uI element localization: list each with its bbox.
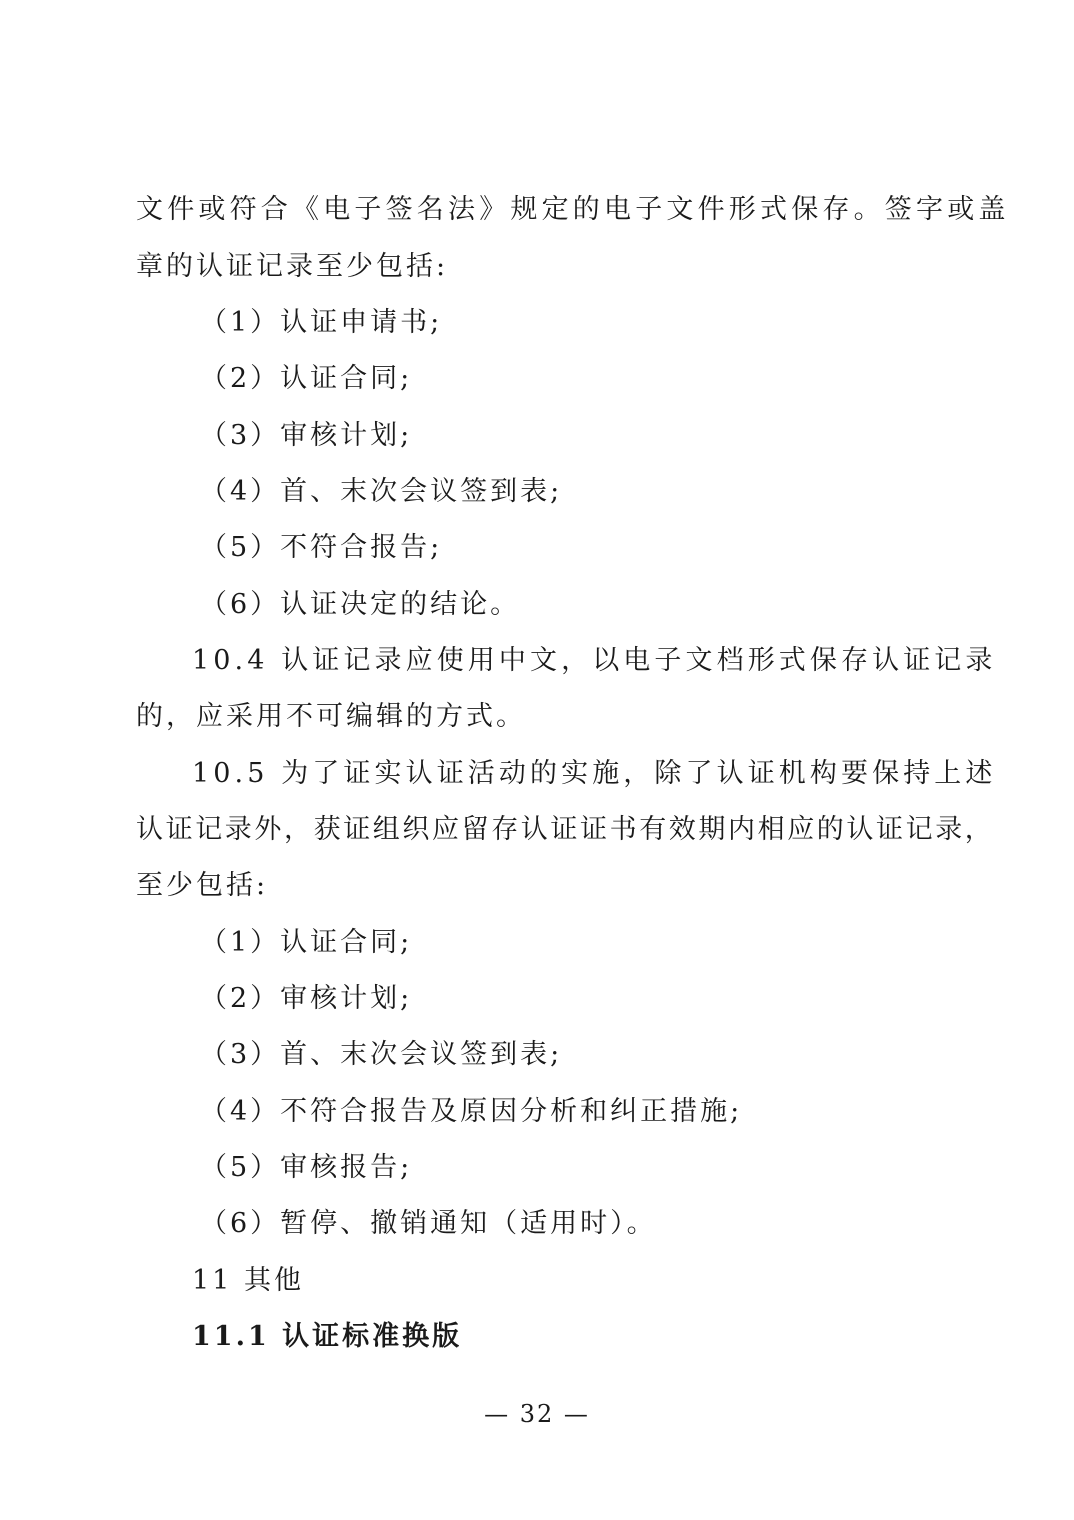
- list-item: （5）审核报告;: [200, 1152, 413, 1183]
- section-heading-11-1: 11.1 认证标准换版: [192, 1321, 463, 1352]
- list-item: （6）暂停、撤销通知（适用时）。: [200, 1208, 657, 1239]
- page-number: — 32 —: [484, 1400, 590, 1428]
- list-item: （3）审核计划;: [200, 420, 413, 451]
- clause-10-5-text: 10.5 为了证实认证活动的实施，除了认证机构要保持上述: [192, 758, 997, 789]
- body-text-line: 至少包括:: [136, 870, 269, 901]
- list-item: （4）不符合报告及原因分析和纠正措施;: [200, 1096, 743, 1127]
- body-text-line: 文件或符合《电子签名法》规定的电子文件形式保存。签字或盖: [136, 194, 1010, 225]
- body-text-line: 的，应采用不可编辑的方式。: [136, 701, 526, 732]
- body-text-line: 认证记录外，获证组织应留存认证证书有效期内相应的认证记录，: [136, 814, 995, 845]
- list-item: （3）首、末次会议签到表;: [200, 1039, 563, 1070]
- list-item: （5）不符合报告;: [200, 532, 443, 563]
- list-item: （6）认证决定的结论。: [200, 589, 521, 620]
- list-item: （1）认证合同;: [200, 927, 413, 958]
- list-item: （2）认证合同;: [200, 363, 413, 394]
- section-heading-11: 11 其他: [192, 1265, 304, 1296]
- body-text-line: 章的认证记录至少包括:: [136, 251, 449, 282]
- list-item: （2）审核计划;: [200, 983, 413, 1014]
- list-item: （1）认证申请书;: [200, 307, 443, 338]
- clause-10-4-text: 10.4 认证记录应使用中文，以电子文档形式保存认证记录: [192, 645, 997, 676]
- list-item: （4）首、末次会议签到表;: [200, 476, 563, 507]
